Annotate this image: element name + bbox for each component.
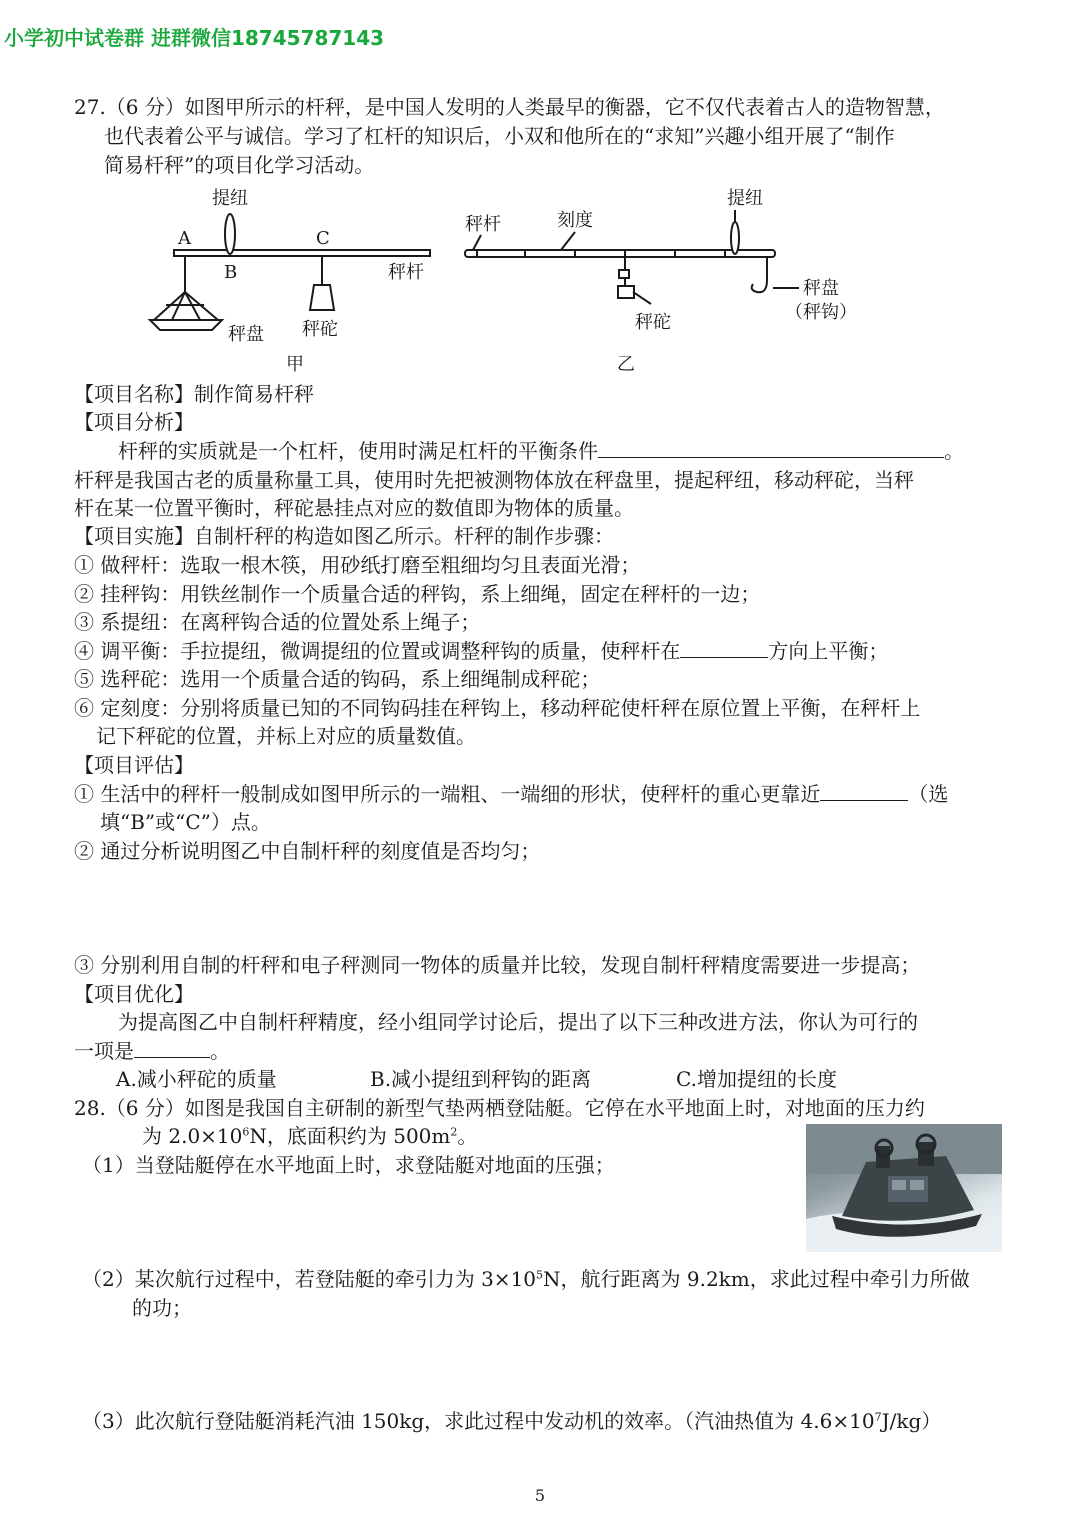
watermark: 小学初中试卷群 进群微信18745787143 [4,26,385,50]
analysis-line-3: 杆在某一位置平衡时，秤砣悬挂点对应的数值即为物体的质量。 [74,496,634,520]
jia-chengtuo-label: 秤砣 [302,319,338,340]
q28-line-2: 为 $2.0\times 10^6N$，底面积约为 $500m^2$。 [142,1124,478,1148]
yi-chengpan-label: 秤盘 [803,278,839,299]
jia-tizu-label: 提纽 [212,188,248,209]
jia-chenggan-label: 秤杆 [388,262,424,283]
jia-label-b: B [224,262,238,283]
opt-title: 【项目优化】 [74,982,194,1006]
answer-blank-direction[interactable] [680,637,768,658]
q27-line-1: 27.（6 分）如图甲所示的杆秤，是中国人发明的人类最早的衡器，它不仅代表着古人的造物智慧， [74,95,945,119]
eval-1: ① 生活中的秤杆一般制成如图甲所示的一端粗、一端细的形状，使秤杆的重心更靠近 （选 [74,782,949,806]
yi-kedu-label: 刻度 [557,210,593,231]
implementation-line: 【项目实施】自制杆秤的构造如图乙所示。杆秤的制作步骤： [74,524,614,548]
page-number: 5 [534,1486,546,1505]
step-3: ③ 系提纽：在离秤钩合适的位置处系上绳子； [74,610,481,634]
eval-2: ② 通过分析说明图乙中自制杆秤的刻度值是否均匀； [74,839,541,863]
answer-blank-option[interactable] [134,1037,210,1058]
step-5: ⑤ 选秤砣：选用一个质量合适的钩码，系上细绳制成秤砣； [74,667,601,691]
jia-chengpan-label: 秤盘 [228,324,264,345]
yi-chenggou-label: （秤钩） [785,302,857,323]
q28-part-3: （3）此次航行登陆艇消耗汽油 150kg，求此过程中发动机的效率。（汽油热值为 $4.6\times 10^7J/kg$） [82,1409,942,1433]
analysis-line-1: 杆秤的实质就是一个杠杆，使用时满足杠杆的平衡条件 。 [118,439,964,463]
figure-yi [455,180,875,375]
jia-label-a: A [178,228,191,249]
q27-line-2: 也代表着公平与诚信。学习了杠杆的知识后，小双和他所在的“求知”兴趣小组开展了“制作 [104,124,895,148]
analysis-title: 【项目分析】 [74,410,194,434]
option-b: B.减小提纽到秤钩的距离 [370,1067,592,1091]
project-name: 【项目名称】制作简易杆秤 [74,382,314,406]
option-c: C.增加提纽的长度 [676,1067,837,1091]
yi-chenggan-label: 秤杆 [465,214,501,235]
eval-1-cont: 填“B”或“C”）点。 [100,810,271,834]
jia-label-c: C [316,228,330,249]
q27-line-3: 简易杆秤”的项目化学习活动。 [104,153,375,177]
jia-caption: 甲 [286,354,304,375]
figure-jia [140,180,450,375]
answer-blank-balance-condition[interactable] [598,437,944,458]
hovercraft-photo [806,1124,1002,1252]
step-4: ④ 调平衡：手拉提纽，微调提纽的位置或调整秤钩的质量，使秤杆在 方向上平衡； [74,639,889,663]
answer-blank-b-or-c[interactable] [820,780,908,801]
opt-line-2: 一项是 。 [74,1039,230,1063]
eval-title: 【项目评估】 [74,753,194,777]
yi-caption: 乙 [617,354,635,375]
q28-line-1: 28.（6 分）如图是我国自主研制的新型气垫两栖登陆艇。它停在水平地面上时，对地面的压力约 [74,1096,925,1120]
yi-tizu-label: 提纽 [727,188,763,209]
step-6b: 记下秤砣的位置，并标上对应的质量数值。 [96,724,476,748]
eval-3: ③ 分别利用自制的杆秤和电子秤测同一物体的质量并比较，发现自制杆秤精度需要进一步提高； [74,953,921,977]
opt-line-1: 为提高图乙中自制杆秤精度，经小组同学讨论后，提出了以下三种改进方法，你认为可行的 [118,1010,918,1034]
q28-part-1: （1）当登陆艇停在水平地面上时，求登陆艇对地面的压强； [82,1153,615,1177]
q28-part-2: （2）某次航行过程中，若登陆艇的牵引力为 $3\times 10^5N$，航行距离为 9.2km，求此过程中牵引力所做 [82,1267,970,1291]
step-6a: ⑥ 定刻度：分别将质量已知的不同钩码挂在秤钩上，移动秤砣使杆秤在原位置上平衡，在秤杆上 [74,696,921,720]
q28-part-2-cont: 的功； [132,1296,192,1320]
hovercraft-illustration [806,1124,1002,1252]
yi-chengtuo-label: 秤砣 [635,312,671,333]
analysis-line-2: 杆秤是我国古老的质量称量工具，使用时先把被测物体放在秤盘里，提起秤纽，移动秤砣，当秤 [74,468,914,492]
option-a: A.减小秤砣的质量 [116,1067,277,1091]
step-1: ① 做秤杆：选取一根木筷，用砂纸打磨至粗细均匀且表面光滑； [74,553,641,577]
step-2: ② 挂秤钩：用铁丝制作一个质量合适的秤钩，系上细绳，固定在秤杆的一边； [74,582,761,606]
